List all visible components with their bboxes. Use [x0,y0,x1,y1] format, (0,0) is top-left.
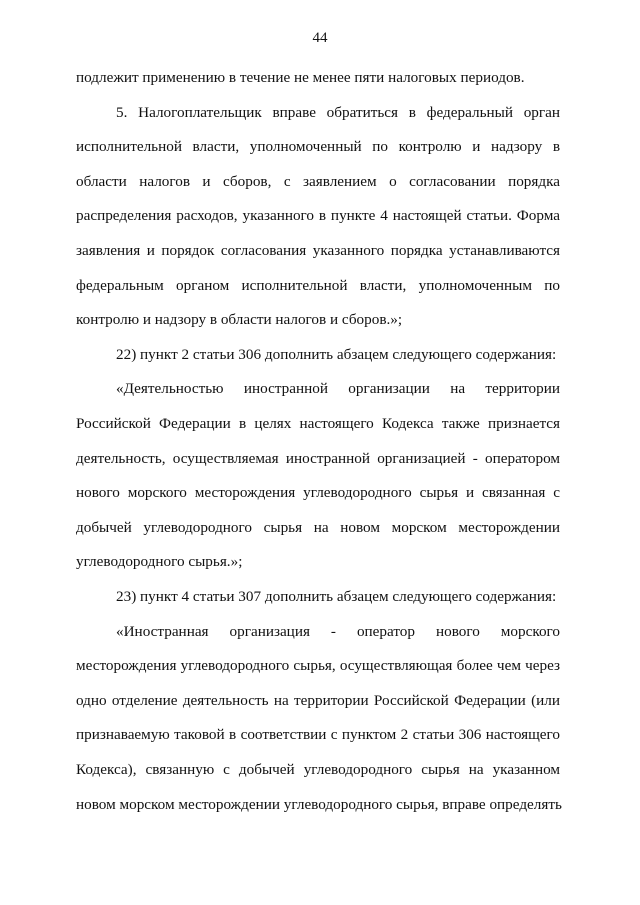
text-line: области налогов и сборов, с заявлением о согласовании порядка [76,172,560,190]
text-line: новом морском месторождении углеводородного сырья, вправе определять [76,795,562,813]
text-line: «Иностранная организация - оператор нового морского [116,622,560,640]
text-line: контролю и надзору в области налогов и сборов.»; [76,311,403,329]
page-number: 44 [312,30,328,46]
text-line: 22) пункт 2 статьи 306 дополнить абзацем следующего содержания: [116,345,557,363]
text-line: добычей углеводородного сырья на новом морском месторождении [76,518,560,536]
text-line: 5. Налогоплательщик вправе обратиться в федеральный орган [116,103,560,121]
text-line: деятельность, осуществляемая иностранной организацией - оператором [76,449,560,467]
text-line: распределения расходов, указанного в пункте 4 настоящей статьи. Форма [76,207,560,225]
text-line: признаваемую таковой в соответствии с пунктом 2 статьи 306 настоящего [76,726,560,744]
text-line: одно отделение деятельность на территории Российской Федерации (или [76,691,560,709]
text-line: Российской Федерации в целях настоящего Кодекса также признается [76,415,560,432]
text-line: федеральным органом исполнительной власти, уполномоченным по [76,276,560,294]
text-line: подлежит применению в течение не менее пяти налоговых периодов. [76,69,525,86]
text-line: исполнительной власти, уполномоченный по контролю и надзору в [76,138,560,156]
text-line: 23) пункт 4 статьи 307 дополнить абзацем следующего содержания: [116,588,557,605]
text-line: углеводородного сырья.»; [76,553,243,571]
text-line: заявления и порядок согласования указанного порядка устанавливаются [76,242,560,259]
text-line: «Деятельностью иностранной организации на территории [116,380,560,398]
text-line: месторождения углеводородного сырья, осуществляющая более чем через [76,657,560,675]
text-line: Кодекса), связанную с добычей углеводородного сырья на указанном [76,761,560,778]
text-line: нового морского месторождения углеводородного сырья и связанная с [76,484,560,502]
